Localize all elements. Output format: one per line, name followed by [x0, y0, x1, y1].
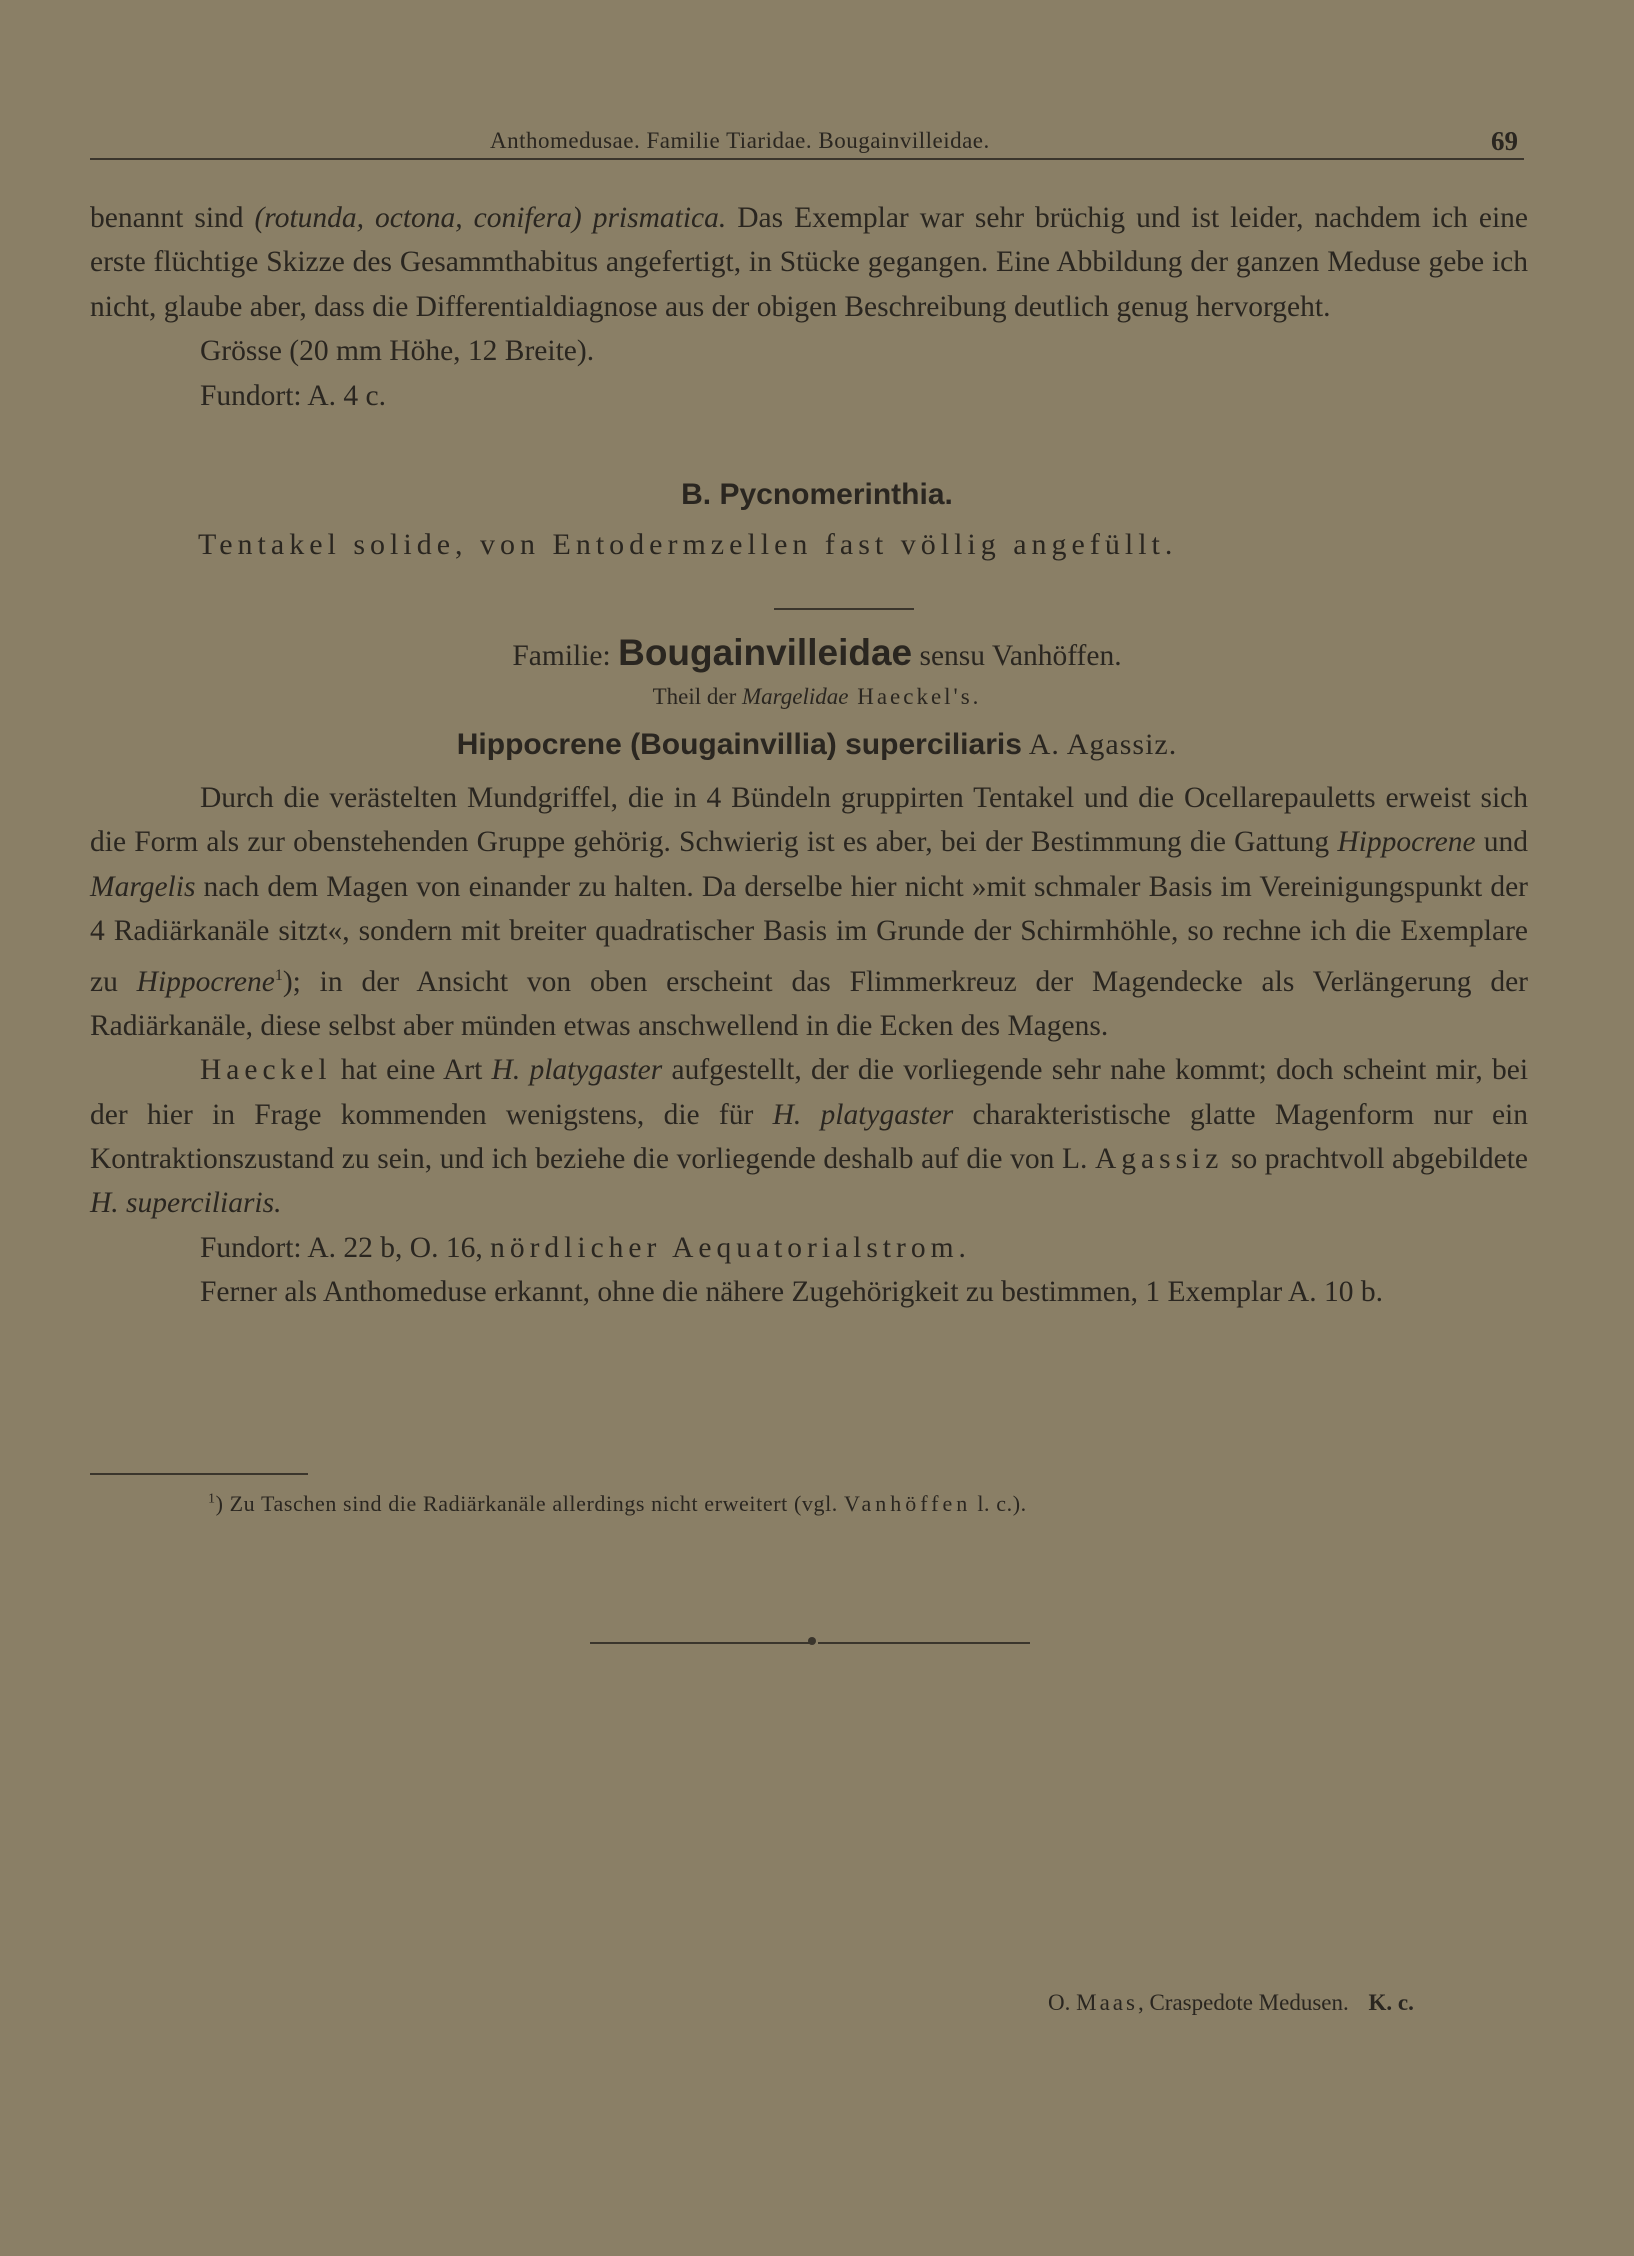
italic-run: Margelis	[90, 870, 196, 903]
paragraph	[90, 196, 1528, 329]
end-rule-right	[818, 1642, 1030, 1644]
italic-run: Hippocrene	[136, 965, 275, 998]
family-subtitle	[0, 684, 1634, 710]
signature-mark: K. c.	[1368, 1990, 1414, 2015]
paragraph	[90, 1048, 1528, 1226]
text-run: l. c.).	[971, 1491, 1027, 1516]
text-block-1	[90, 196, 1528, 418]
separator-rule	[774, 608, 914, 610]
author-name: Maas	[1076, 1990, 1138, 2015]
locality-line	[90, 1226, 1528, 1270]
text-run: ); in der Ansicht von oben erscheint das Flimmerkreuz der Magendecke als Verlängerung der Radiärkanäle, diese selbst aber münden etwas anschwellend in die Ecken des Magens.	[90, 965, 1529, 1042]
italic-run: Hippocrene	[1337, 826, 1476, 859]
author-name: Haeckel	[200, 1054, 332, 1087]
running-title: Anthomedusae. Familie Tiaridae. Bougainvilleidae.	[490, 128, 990, 153]
text-run: nach dem Magen von einander zu halten. Da derselbe hier nicht »mit schmaler Basis im Vereinigungspunkt der 4 Radiärkanäle sitzt«, sondern mit breiter quadratischer Basis im Grunde der Schirmhöhle, so rechne ich die Exemplare zu	[90, 870, 1528, 998]
text-run: O.	[1048, 1990, 1077, 2015]
italic-run: Margelidae	[742, 684, 849, 709]
italic-run: H. platygaster	[491, 1054, 663, 1087]
text-run: und	[1475, 826, 1529, 859]
family-heading	[0, 632, 1634, 674]
text-run: Durch die verästelten Mundgriffel, die in 4 Bündeln gruppirten Tentakel und die Ocellarepauletts erweist sich die Form als zur obenstehenden Gruppe gehörig. Schwierig ist es aber, bei der Bestimmung die Gattung	[90, 782, 1528, 859]
section-description: Tentakel solide, von Entodermzellen fast völlig angefüllt.	[198, 528, 1178, 561]
paragraph	[90, 776, 1528, 1048]
footnote	[208, 1491, 1027, 1517]
text-run: Theil der	[652, 684, 742, 709]
author-name: Haeckel's.	[848, 684, 982, 709]
footnote-ref: 1	[274, 966, 283, 984]
species-heading	[0, 728, 1634, 762]
size-line: Grösse (20 mm Höhe, 12 Breite).	[200, 335, 595, 368]
running-head	[90, 128, 1524, 160]
section-heading: B. Pycnomerinthia.	[681, 478, 953, 511]
locality-line: Fundort: A. 4 c.	[200, 379, 387, 412]
paragraph: Ferner als Anthomeduse erkannt, ohne die nähere Zugehörigkeit zu bestimmen, 1 Exemplar A. 10 b.	[200, 1276, 1383, 1309]
text-run: hat eine Art	[331, 1054, 492, 1087]
text-run: ) Zu Taschen sind die Radiärkanäle allerdings nicht erweitert (vgl.	[215, 1491, 844, 1516]
species-name: Hippocrene (Bougainvillia) superciliaris	[456, 728, 1022, 761]
footnote-mark: 1	[208, 1491, 216, 1507]
end-rule-left	[590, 1642, 810, 1644]
author-name: Vanhöffen	[844, 1491, 972, 1516]
text-run: aufgestellt, der die vorliegende sehr nahe kommt; doch scheint mir, bei der hier in Frage kommenden wenigstens, die für	[90, 1054, 1529, 1131]
family-prefix: Familie:	[512, 640, 619, 672]
signature-line	[1048, 1990, 1414, 2016]
footnote-rule	[90, 1473, 308, 1475]
family-suffix: sensu Vanhöffen.	[912, 640, 1122, 672]
family-name: Bougainvilleidae	[618, 632, 913, 673]
italic-run: (rotunda, octona, conifera) prismatica.	[254, 202, 727, 234]
text-run: Fundort: A. 22 b, O. 16,	[200, 1231, 491, 1264]
text-block-2	[90, 776, 1528, 1315]
text-run: benannt sind	[90, 202, 255, 234]
author-name: Agassiz	[1094, 1143, 1224, 1176]
end-ornament	[808, 1637, 816, 1645]
species-author: A. Agassiz.	[1021, 728, 1178, 761]
spaced-run: nördlicher Aequatorialstrom.	[490, 1231, 971, 1264]
page-number: 69	[1491, 126, 1518, 156]
text-run: charakteristische glatte Magenform nur ein Kontraktionszustand zu sein, und ich beziehe die vorliegende deshalb auf die von L.	[90, 1098, 1529, 1176]
text-run: so prachtvoll abgebildete	[1223, 1143, 1528, 1176]
text-run: Das Exemplar war sehr brüchig und ist leider, nachdem ich eine erste flüchtige Skizze des Gesammthabitus angefertigt, in Stücke gegangen. Eine Abbildung der ganzen Meduse gebe ich nicht, glaube aber, dass die Differentialdiagnose aus der obigen Beschreibung deutlich genug hervorgeht.	[90, 202, 1529, 323]
italic-run: H. platygaster	[772, 1098, 954, 1131]
italic-run: H. superciliaris.	[90, 1187, 282, 1220]
text-run: , Craspedote Medusen.	[1137, 1990, 1349, 2015]
